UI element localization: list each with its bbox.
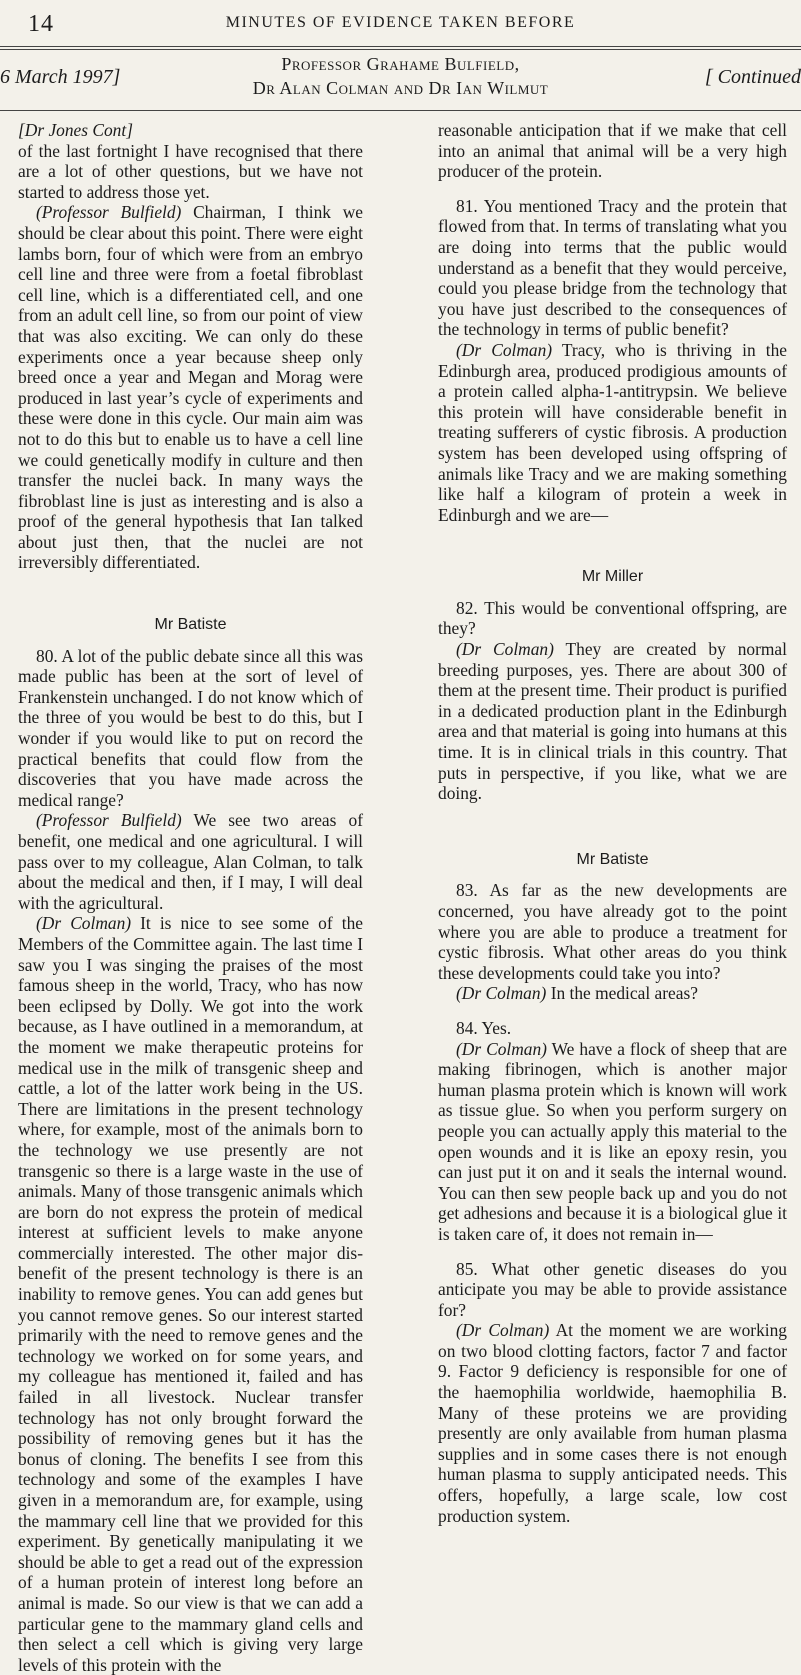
paragraph: 82. This would be conventional offspring, are they? (438, 597, 787, 639)
witness-line-2: Dr Alan Colman and Dr Ian Wilmut (252, 78, 549, 98)
paragraph: of the last fortnight I have recognised that there are a lot of other questions, but we have not started to address those yet. (18, 140, 363, 202)
paragraph (18, 810, 363, 913)
paragraph (438, 1320, 787, 1526)
paragraph: 84. Yes. (456, 1017, 512, 1038)
paragraph (18, 202, 363, 573)
speaker-label: (Professor Bulfield) (36, 202, 182, 223)
paragraph: 83. As far as the new developments are concerned, you have already got to the point where you are able to produce a treatment for cystic fibrosis. What other areas do you think these developments could take you into? (438, 880, 787, 983)
paragraph (18, 120, 363, 141)
paragraph: 81. You mentioned Tracy and the protein that flowed from that. In terms of translating what you are doing into terms that the public would understand as a benefit that they would perceive, could you please bridge from the technology that you have just described to the consequences of the technology in terms of public benefit? (438, 195, 787, 340)
paragraph-text: We have a flock of sheep that are making fibrinogen, which is another major human plasma protein which is known will work as tissue glue. So when you perform surgery on people you can actually apply this material to the open wounds and it is like an epoxy resin, you can just put it on and it seals the internal wound. You can then sew people back up and you do not get adhesions and because it is a biological glue it is taken care of, it does not remain in— (438, 1038, 787, 1244)
speaker-label: (Dr Colman) (456, 639, 554, 660)
speaker-label: (Dr Colman) (456, 983, 547, 1004)
paragraph (438, 340, 787, 525)
paragraph-text: They are created by normal breeding purposes, yes. There are about 300 of them at the present time. Their product is purified in a dedicated production plant in the Edinburgh area and that material is going into humans at this time. It is in clinical trials in this country. That puts in perspective, if you like, what we are doing. (438, 639, 787, 804)
speaker-label: (Dr Colman) (456, 1320, 550, 1341)
speaker-label: (Professor Bulfield) (36, 810, 182, 831)
speaker-label: (Dr Colman) (456, 1038, 547, 1059)
paragraph-text: In the medical areas? (546, 983, 698, 1004)
speaker-heading: Mr Batiste (576, 850, 649, 868)
header-rule-top (0, 46, 801, 50)
left-column (18, 120, 363, 1675)
hearing-date: 6 March 1997] (0, 66, 121, 88)
paragraph-text: It is nice to see some of the Members of the Committee again. The last time I saw you I was singing the praises of the most famous sheep in the world, Tracy, who has now been eclipsed by Dolly. We got into the work because, as I have outlined in a memorandum, at the moment we make therapeutic proteins for medical use in the milk of transgenic sheep and cattle, a lot of the latter work being in the US. There are limitations in the present technology where, for example, most of the animals born to the technology we use presently are not transgenic so there is a large waste in the use of animals. Many of those transgenic animals which are born do not express the protein of medical interest at sufficient levels to make anyone commercially interested. The other major dis-benefit of the present technology is there is an inability to remove genes. You can add genes but you cannot remove genes. So our interest started primarily with the need to remove genes and the technology we worked on for some years, and my colleague has mentioned it, failed and has failed in all livestock. Nuclear transfer technology has not only brought forward the possibility of removing genes but it has the bonus of cloning. The benefits I see from this technology and some of the examples I have given in a memorandum are, for example, using the mammary cell line that we provided for this experiment. By genetically manipulating it we should be able to get a read out of the expression of a human protein of interest long before an animal is made. So our view is that we can add a particular gene to the mammary gland cells and then select a cell which is giving very large levels of this protein with the (18, 913, 363, 1675)
right-column (438, 120, 787, 1526)
paragraph (18, 913, 363, 1675)
paragraph-text: Tracy, who is thriving in the Edinburgh area, produced prodigious amounts of a protein called alpha-1-antitrypsin. We believe this protein will have considerable benefit in treating sufferers of cystic fibrosis. A production system has been developed using offspring of animals like Tracy and we are making something like half a kilogram of protein a week in Edinburgh and we are— (438, 339, 787, 525)
witness-names (0, 52, 801, 100)
paragraph-text: We see two areas of benefit, one medical and one agricultural. I will pass over to my colleague, Alan Colman, to talk about the medical and then, if I may, I will deal with the agricultural. (18, 810, 363, 913)
speaker-heading: Mr Batiste (154, 616, 227, 634)
header-rule-bottom (0, 110, 801, 111)
running-title: MINUTES OF EVIDENCE TAKEN BEFORE (225, 14, 576, 31)
witness-line-1: Professor Grahame Bulfield, (281, 54, 520, 74)
paragraph (438, 639, 787, 804)
continued-label: [ Continued (704, 66, 801, 88)
page-number: 14 (28, 11, 54, 37)
speaker-label: [Dr Jones Cont] (18, 120, 133, 140)
paragraph: 80. A lot of the public debate since all this was made public has been at the sort of level of Frankenstein unchanged. I do not know which of the three of you would be best to do this, but I wonder if you would like to put on record the practical benefits that could flow from the discoveries that you have made across the medical range? (18, 645, 363, 810)
paragraph-text: Chairman, I think we should be clear about this point. There were eight lambs born, four of which were from an embryo cell line and three were from a foetal fibroblast cell line, which is a differentiated cell, and one from an adult cell line, so from our point of view that was also exciting. We can only do these experiments once a year because sheep only breed once a year and Megan and Morag were produced in last year’s cycle of experiments and these were done in this cycle. Our main aim was not to do this but to enable us to have a cell line we could genetically modify in culture and then transfer the nuclei back. In many ways the fibroblast line is just as interesting and is also a proof of the general hypothesis that Ian talked about just then, that the nuclei are not irreversibly differentiated. (18, 202, 363, 573)
paragraph: 85. What other genetic diseases do you anticipate you may be able to provide assistance for? (438, 1258, 787, 1320)
paragraph (438, 983, 787, 1004)
paragraph-text: At the moment we are working on two blood clotting factors, factor 7 and factor 9. Factor 9 deficiency is responsible for one of the haemophilia worldwide, haemophilia B. Many of these proteins we are providing presently are only available from human plasma supplies and in some cases there is not enough human plasma to supply anticipated needs. This offers, hopefully, a large scale, low cost production system. (438, 1320, 787, 1526)
speaker-label: (Dr Colman) (456, 339, 553, 360)
speaker-label: (Dr Colman) (36, 913, 132, 934)
paragraph (438, 1039, 787, 1245)
speaker-heading: Mr Miller (581, 568, 644, 586)
paragraph: reasonable anticipation that if we make that cell into an animal that animal will be a very high producer of the protein. (438, 120, 787, 182)
